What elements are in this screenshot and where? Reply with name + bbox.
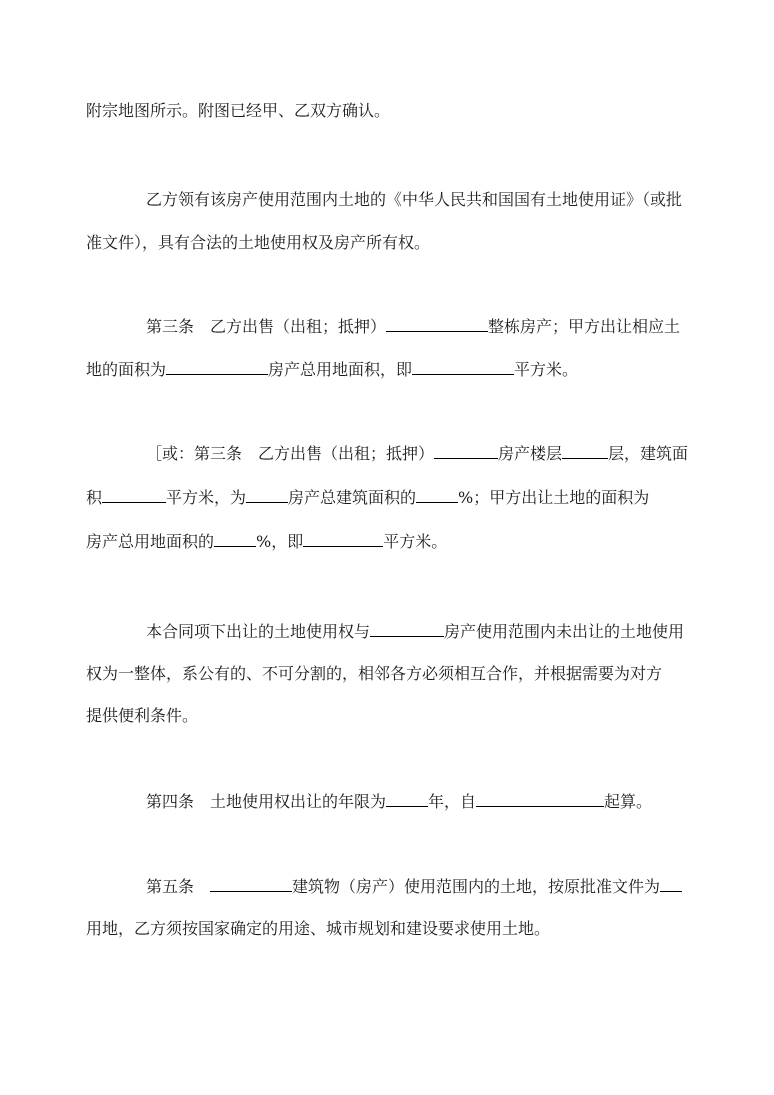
paragraph-1-line-1: 附宗地图所示。附图已经甲、乙双方确认。 — [86, 101, 391, 120]
text-segment: 房产总建筑面积的 — [288, 488, 417, 507]
fill-blank[interactable] — [562, 444, 608, 459]
paragraph-2-line-2: 准文件），具有合法的土地使用权及房产所有权。 — [86, 233, 431, 252]
article-3-alt-line-1 — [146, 444, 688, 464]
fill-blank[interactable] — [412, 360, 514, 375]
text-segment: 房产使用范围内未出让的土地使用 — [444, 622, 685, 641]
text-segment: 地的面积为 — [86, 360, 167, 379]
paragraph-5-line-3: 提供便利条件。 — [86, 706, 199, 725]
fill-blank[interactable] — [210, 877, 292, 892]
text-segment: 房产总用地面积的 — [86, 532, 215, 551]
paragraph-5-line-2: 权为一整体，系公有的、不可分割的，相邻各方必须相互合作，并根据需要为对方 — [86, 664, 663, 683]
fill-blank[interactable] — [214, 532, 256, 547]
text-segment: %，即 — [256, 532, 304, 551]
text-segment: 平方米，为 — [166, 488, 247, 507]
article-3-line-2 — [86, 360, 578, 380]
fill-blank[interactable] — [166, 360, 268, 375]
text-segment: 积 — [86, 488, 103, 507]
text-segment: 平方米。 — [383, 532, 448, 551]
text-segment: 第三条 乙方出售（出租；抵押） — [146, 317, 387, 336]
article-3-alt-line-2 — [86, 488, 649, 508]
paragraph-2-line-1: 乙方领有该房产使用范围内土地的《中华人民共和国国有土地使用证》（或批 — [146, 190, 683, 209]
text-segment: 层，建筑面 — [608, 444, 689, 463]
article-5-line-2: 用地，乙方须按国家确定的用途、城市规划和建设要求使用土地。 — [86, 919, 551, 938]
fill-blank[interactable] — [476, 792, 604, 807]
article-3-line-1 — [146, 317, 680, 337]
fill-blank[interactable] — [660, 877, 682, 892]
fill-blank[interactable] — [246, 488, 288, 503]
text-segment: 第四条 土地使用权出让的年限为 — [146, 792, 387, 811]
text-segment: 年，自 — [428, 792, 477, 811]
fill-blank[interactable] — [386, 317, 488, 332]
fill-blank[interactable] — [102, 488, 166, 503]
text-segment: 平方米。 — [514, 360, 579, 379]
text-segment: 本合同项下出让的土地使用权与 — [146, 622, 371, 641]
text-segment: 建筑物（房产）使用范围内的土地，按原批准文件为 — [292, 877, 661, 896]
fill-blank[interactable] — [416, 488, 458, 503]
fill-blank[interactable] — [303, 532, 383, 547]
text-segment: %；甲方出让土地的面积为 — [458, 488, 650, 507]
article-4-line-1 — [146, 792, 652, 812]
text-segment: 整栋房产；甲方出让相应土 — [488, 317, 681, 336]
article-5-line-1 — [146, 877, 682, 897]
fill-blank[interactable] — [434, 444, 498, 459]
article-3-alt-line-3 — [86, 532, 447, 552]
fill-blank[interactable] — [370, 622, 444, 637]
text-segment: 起算。 — [604, 792, 653, 811]
text-segment: 房产总用地面积，即 — [268, 360, 413, 379]
text-segment: 房产楼层 — [498, 444, 563, 463]
fill-blank[interactable] — [386, 792, 428, 807]
text-segment: ［或：第三条 乙方出售（出租；抵押） — [146, 444, 435, 463]
text-segment: 第五条 — [146, 877, 211, 896]
paragraph-5-line-1 — [146, 622, 684, 642]
